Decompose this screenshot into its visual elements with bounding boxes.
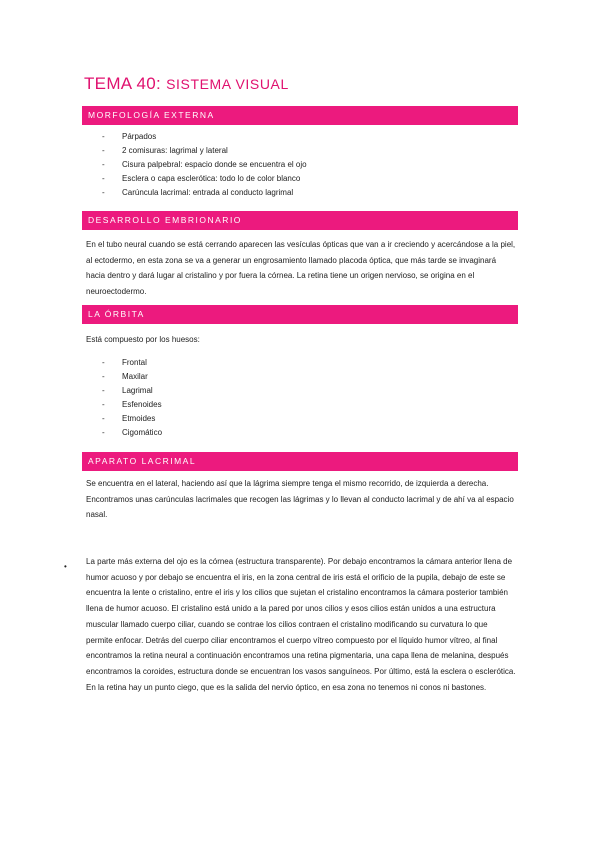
list-item: - Maxilar <box>100 370 162 384</box>
list-item: - Esfenoides <box>100 398 162 412</box>
list-item: - Lagrimal <box>100 384 162 398</box>
list-item: - Cisura palpebral: espacio donde se encuentra el ojo <box>100 158 307 172</box>
list-item: - 2 comisuras: lagrimal y lateral <box>100 144 307 158</box>
list-item: - Cigomático <box>100 426 162 440</box>
eye-structure-paragraph: La parte más externa del ojo es la córnea (estructura transparente). Por debajo encontramos la cámara anterior llena de humor acuoso y por debajo se encuentra el iris, en la zona central de iris está el orificio de la pupila, debajo de este se encuentra la lente o cristalino, entre el iris y los cilios que sujetan el cristalino encontramos la cámara posterior también llena de humor acuoso. El cristalino está unido a la pared por unos cilios y esos cilios están unidos a una estructura muscular llamado cuerpo ciliar, cuando se contrae los cilios contraen el cristalino modificando su curvatura lo que permite enfocar. Detrás del cuerpo ciliar encontramos el cuerpo vítreo compuesto por el líquido humor vítreo, al final encontramos la retina neural a continuación encontramos una retina pigmentaria, una capa llena de melanina, después encontramos la coroides, estructura donde se encuentran los vasos sanguíneos. Por último, está la esclera o esclerótica. En la retina hay un punto ciego, que es la salida del nervio óptico, en esa zona no tenemos ni conos ni bastones. <box>86 557 516 692</box>
list-item: - Esclera o capa esclerótica: todo lo de color blanco <box>100 172 307 186</box>
morfologia-list <box>100 130 307 200</box>
section-heading-orbita: LA ÓRBITA <box>82 305 518 324</box>
title-main: TEMA 40: <box>84 74 167 93</box>
list-item: - Etmoides <box>100 412 162 426</box>
page-title <box>84 74 289 94</box>
orbita-intro: Está compuesto por los huesos: <box>86 335 200 344</box>
list-item: - Párpados <box>100 130 307 144</box>
section-heading-morfologia: MORFOLOGÍA EXTERNA <box>82 106 518 125</box>
list-item: - Frontal <box>100 356 162 370</box>
list-item: - Carúncula lacrimal: entrada al conducto lagrimal <box>100 186 307 200</box>
orbita-list <box>100 356 162 440</box>
section-heading-desarrollo: DESARROLLO EMBRIONARIO <box>82 211 518 230</box>
section-heading-lacrimal: APARATO LACRIMAL <box>82 452 518 471</box>
lacrimal-paragraph: Se encuentra en el lateral, haciendo así que la lágrima siempre tenga el mismo recorrido, de izquierda a derecha. Encontramos unas carúnculas lacrimales que recogen las lágrimas y lo llevan al conducto lacrimal y de ahí va al espacio nasal. <box>86 479 514 519</box>
title-sub: SISTEMA VISUAL <box>166 76 289 92</box>
desarrollo-paragraph: En el tubo neural cuando se está cerrando aparecen las vesículas ópticas que van a ir creciendo y acercándose a la piel, al ectodermo, en esta zona se va a generar un engrosamiento llamado placoda óptica, que más tarde se invaginará hacia dentro y dará lugar al cristalino y por fuera la córnea. La retina tiene un origen nervioso, se origina en el neuroectodermo. <box>86 240 516 296</box>
bullet-marker: • <box>64 562 67 571</box>
